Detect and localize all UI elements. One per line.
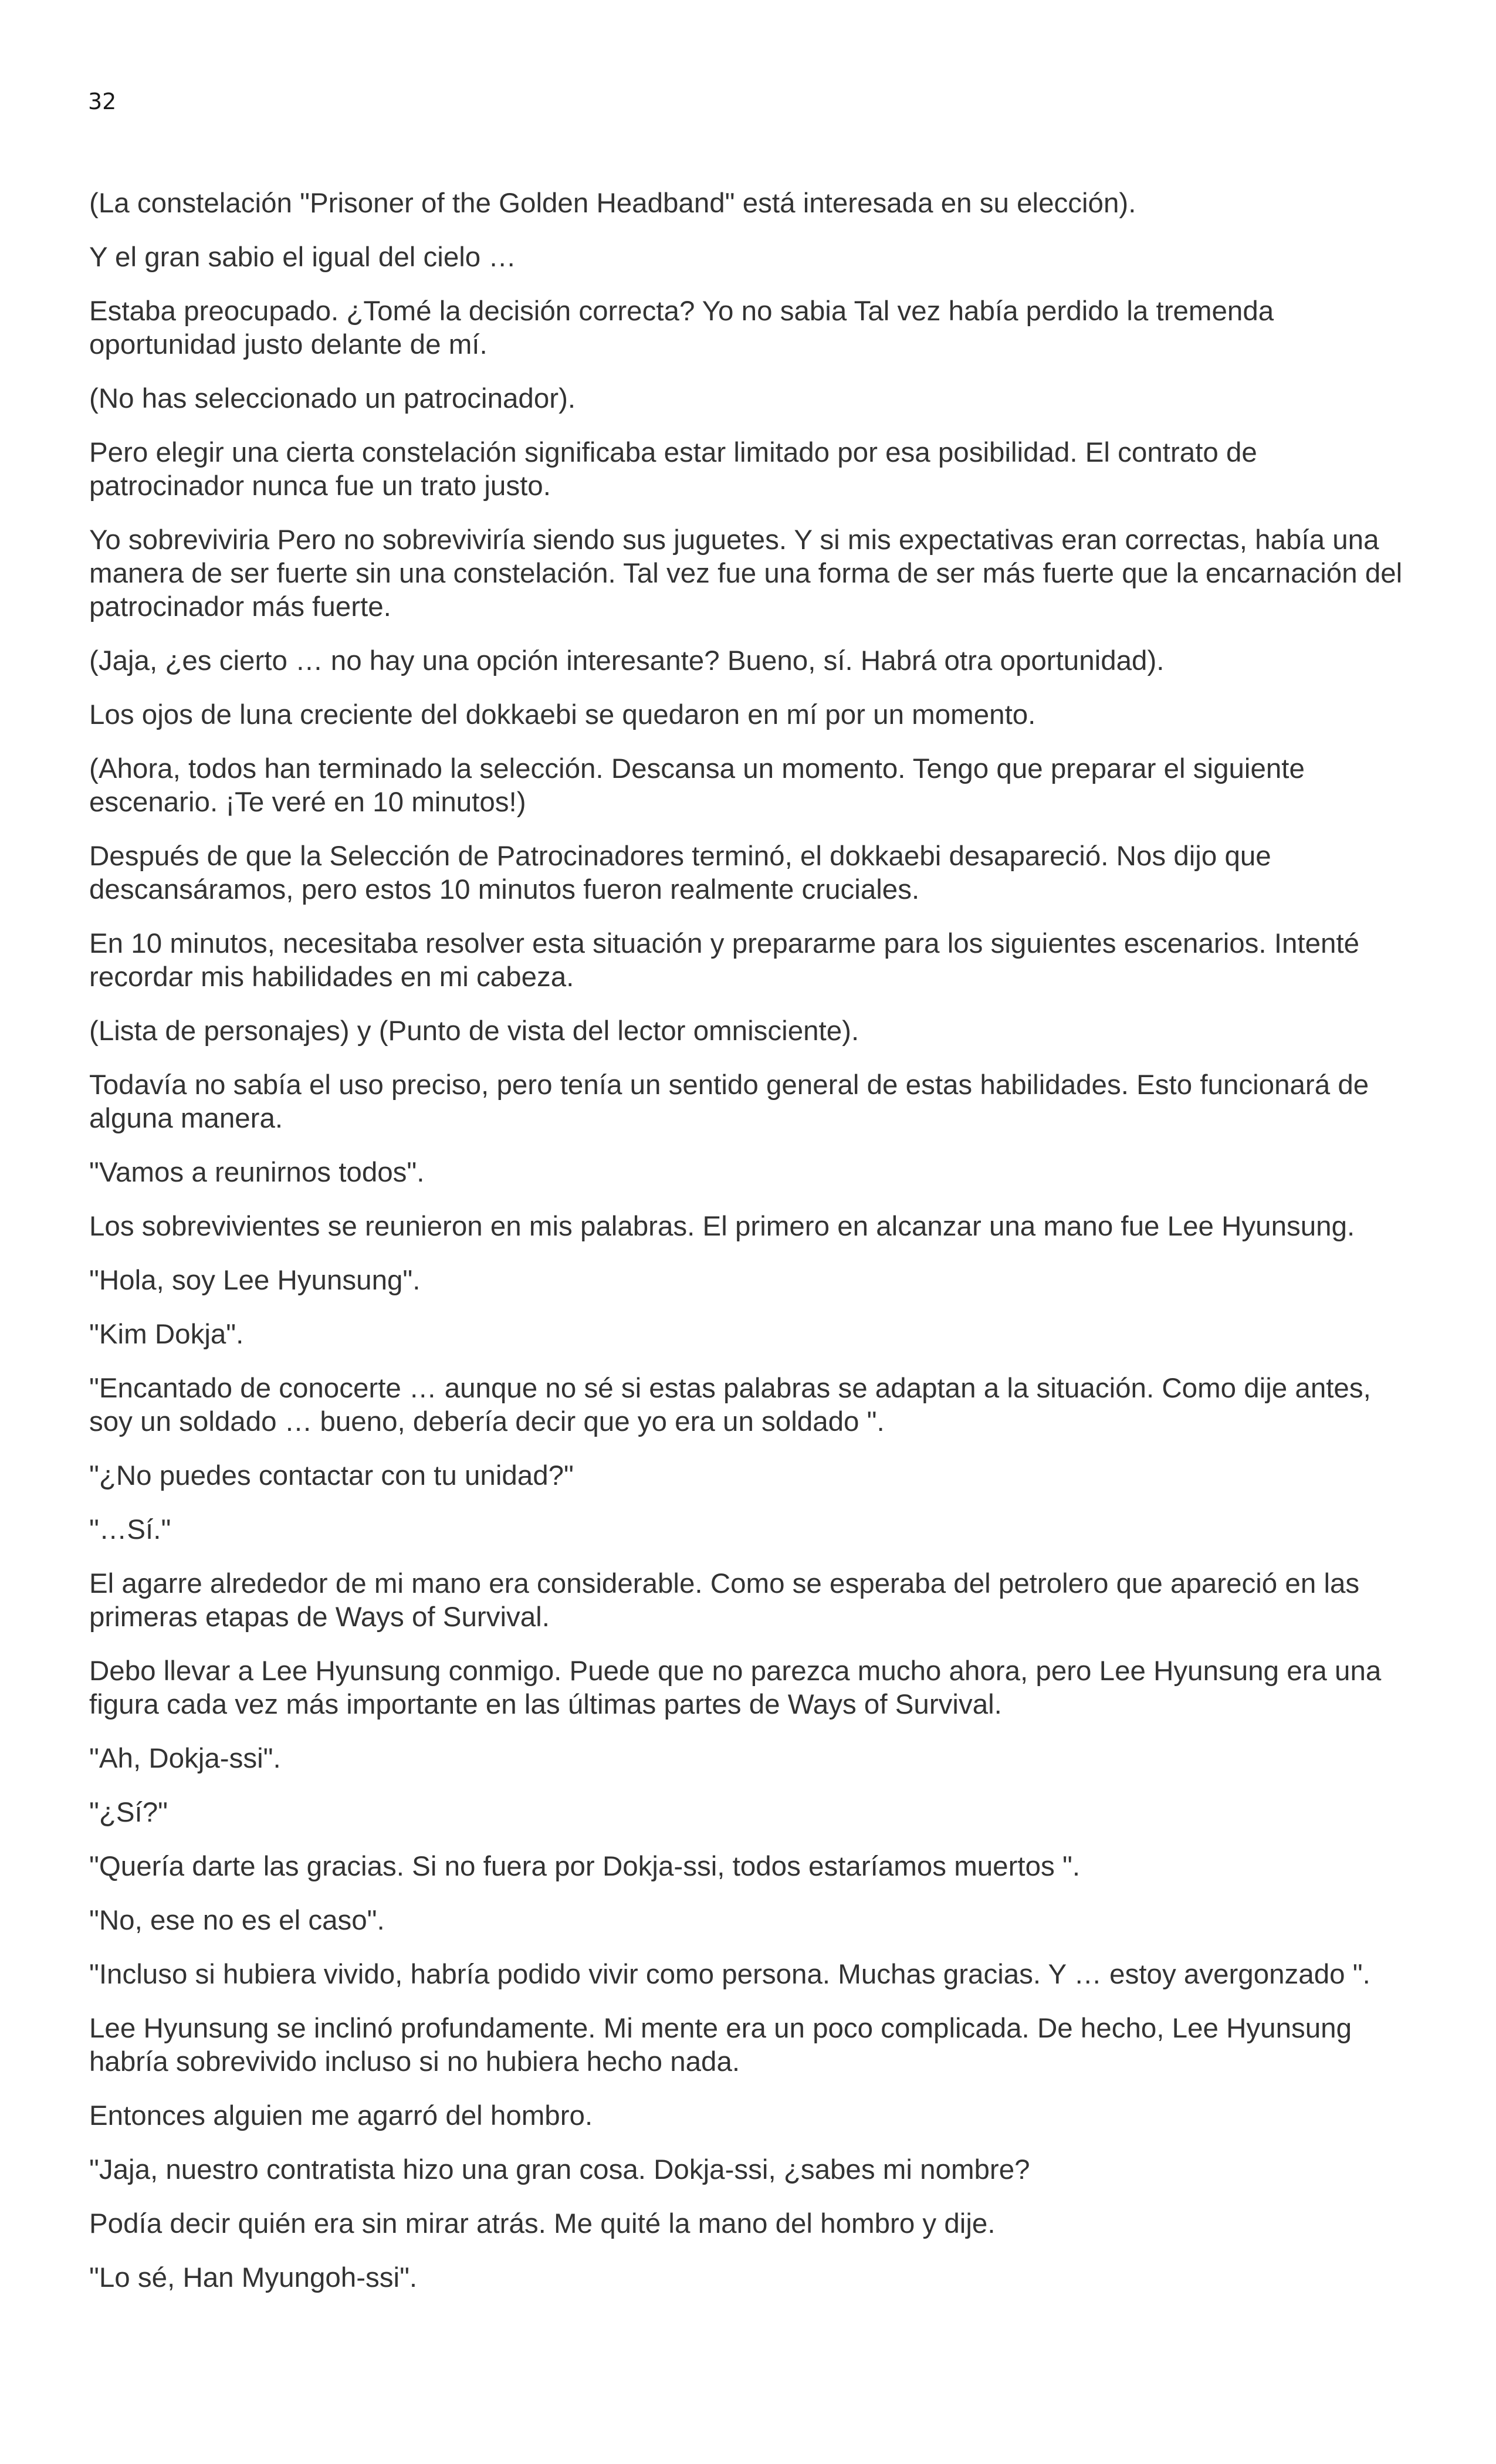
- paragraph: "¿Sí?": [89, 1797, 168, 1828]
- paragraph: Los ojos de luna creciente del dokkaebi se quedaron en mí por un momento.: [89, 699, 1036, 730]
- paragraph: Pero elegir una cierta constelación significaba estar limitado por esa posibilidad. El contrato de patrocinador nunca fue un trato justo.: [89, 437, 1257, 502]
- body-text: [89, 187, 1403, 2315]
- paragraph: Yo sobreviviria Pero no sobreviviría siendo sus juguetes. Y si mis expectativas eran correctas, había una manera de ser fuerte sin una constelación. Tal vez fue una forma de ser más fuerte que la encarnación del patrocinador más fuerte.: [89, 524, 1403, 622]
- paragraph: (Lista de personajes) y (Punto de vista del lector omnisciente).: [89, 1016, 859, 1047]
- paragraph: "¿No puedes contactar con tu unidad?": [89, 1460, 574, 1491]
- paragraph: "Kim Dokja".: [89, 1319, 244, 1350]
- paragraph: Todavía no sabía el uso preciso, pero tenía un sentido general de estas habilidades. Esto funcionará de alguna manera.: [89, 1069, 1369, 1134]
- paragraph: "No, ese no es el caso".: [89, 1905, 385, 1936]
- paragraph: "Hola, soy Lee Hyunsung".: [89, 1265, 421, 1296]
- paragraph: "Lo sé, Han Myungoh-ssi".: [89, 2262, 418, 2293]
- paragraph: "Encantado de conocerte … aunque no sé si estas palabras se adaptan a la situación. Como dije antes, soy un soldado … bueno, debería decir que yo era un soldado ".: [89, 1373, 1371, 1437]
- paragraph: Estaba preocupado. ¿Tomé la decisión correcta? Yo no sabia Tal vez había perdido la tremenda oportunidad justo delante de mí.: [89, 296, 1274, 360]
- paragraph: Y el gran sabio el igual del cielo …: [89, 242, 516, 273]
- paragraph: (No has seleccionado un patrocinador).: [89, 383, 576, 414]
- paragraph: (Jaja, ¿es cierto … no hay una opción interesante? Bueno, sí. Habrá otra oportunidad).: [89, 645, 1165, 676]
- paragraph: (Ahora, todos han terminado la selección. Descansa un momento. Tengo que preparar el siguiente escenario. ¡Te veré en 10 minutos!): [89, 753, 1305, 818]
- paragraph: "Jaja, nuestro contratista hizo una gran cosa. Dokja-ssi, ¿sabes mi nombre?: [89, 2154, 1030, 2185]
- paragraph: Debo llevar a Lee Hyunsung conmigo. Puede que no parezca mucho ahora, pero Lee Hyunsung era una figura cada vez más importante en las últimas partes de Ways of Survival.: [89, 1656, 1382, 1720]
- paragraph: "Ah, Dokja-ssi".: [89, 1743, 281, 1774]
- paragraph: En 10 minutos, necesitaba resolver esta situación y prepararme para los siguientes escenarios. Intenté recordar mis habilidades en mi cabeza.: [89, 928, 1360, 993]
- page-number: 32: [88, 89, 117, 114]
- paragraph: "Vamos a reunirnos todos".: [89, 1157, 425, 1188]
- paragraph: Los sobrevivientes se reunieron en mis palabras. El primero en alcanzar una mano fue Lee Hyunsung.: [89, 1211, 1355, 1242]
- paragraph: Podía decir quién era sin mirar atrás. Me quité la mano del hombro y dije.: [89, 2208, 996, 2239]
- paragraph: "Incluso si hubiera vivido, habría podido vivir como persona. Muchas gracias. Y … estoy avergonzado ".: [89, 1959, 1370, 1990]
- paragraph: "Quería darte las gracias. Si no fuera por Dokja-ssi, todos estaríamos muertos ".: [89, 1851, 1081, 1882]
- paragraph: "…Sí.": [89, 1514, 171, 1545]
- paragraph: Lee Hyunsung se inclinó profundamente. Mi mente era un poco complicada. De hecho, Lee Hyunsung habría sobrevivido incluso si no hubiera hecho nada.: [89, 2013, 1352, 2077]
- paragraph: (La constelación "Prisoner of the Golden Headband" está interesada en su elección).: [89, 188, 1136, 219]
- paragraph: Entonces alguien me agarró del hombro.: [89, 2100, 593, 2131]
- paragraph: El agarre alrededor de mi mano era considerable. Como se esperaba del petrolero que apareció en las primeras etapas de Ways of Survival.: [89, 1568, 1360, 1633]
- paragraph: Después de que la Selección de Patrocinadores terminó, el dokkaebi desapareció. Nos dijo que descansáramos, pero estos 10 minutos fueron realmente cruciales.: [89, 841, 1271, 905]
